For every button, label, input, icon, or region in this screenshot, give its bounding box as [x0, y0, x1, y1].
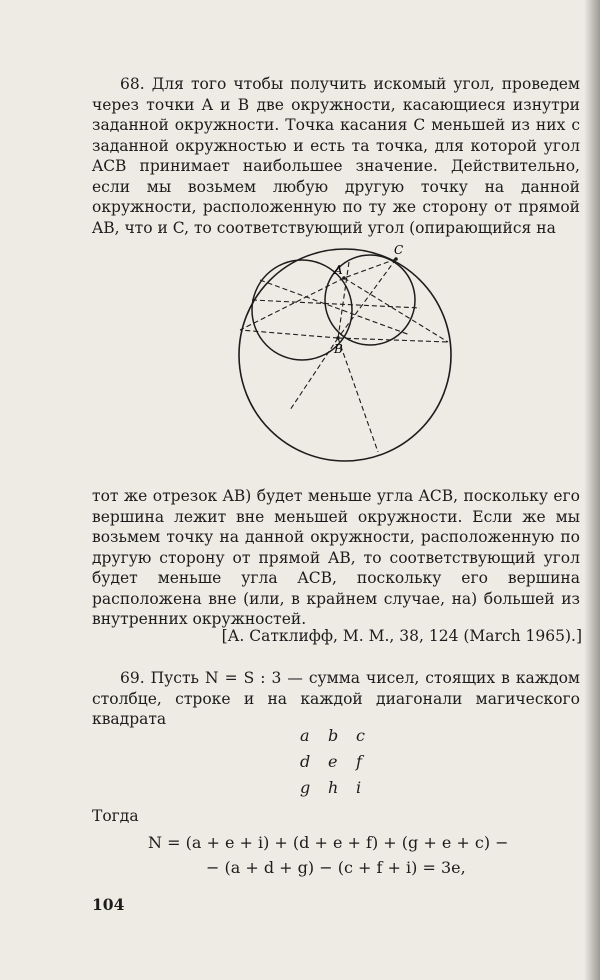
line-chord-3: [290, 338, 338, 410]
outer-circle: [239, 249, 451, 461]
problem-68-continuation: тот же отрезок AB) будет меньше угла ACB, поскольку его вершина лежит вне меньшей окружности. Если же мы возьмем точку на данной окружности, расположенную по другую сторону от прямой AB, то соответствующий угол будет меньше угла ACB, поскольку его вершина расположена вне (или, в крайнем случае, на) большей из внутренних окружностей.: [92, 487, 580, 628]
page-number: 104: [92, 895, 125, 914]
magic-square-row: [300, 752, 384, 778]
matrix-cell: d: [300, 752, 311, 771]
matrix-cell: h: [328, 778, 339, 797]
matrix-cell: a: [300, 726, 310, 745]
problem-69-text: 69. Пусть N = S : 3 — сумма чисел, стоящих в каждом столбце, строке и на каждой диагонали магического квадрата: [92, 669, 580, 728]
magic-square-row: [300, 778, 384, 804]
equation-line-2: − (a + d + g) − (c + f + i) = 3e,: [206, 858, 466, 877]
matrix-cell: e: [328, 752, 338, 771]
geometry-figure: [230, 240, 460, 470]
matrix-cell: i: [356, 778, 362, 797]
point-b: [336, 336, 340, 340]
label-a: A: [334, 263, 343, 277]
label-b: B: [334, 342, 343, 356]
line-b-down: [338, 338, 378, 452]
line-chord-1: [252, 300, 420, 308]
point-a: [342, 276, 346, 280]
reference-citation: [А. Сатклифф, M. M., 38, 124 (March 1965).]: [221, 627, 582, 645]
point-c: [394, 257, 398, 261]
page-edge-shadow: [584, 0, 600, 980]
equation-line-1: N = (a + e + i) + (d + e + f) + (g + e + c) −: [148, 833, 509, 852]
matrix-cell: f: [356, 752, 362, 771]
line-c-b: [338, 259, 396, 338]
matrix-cell: c: [356, 726, 365, 745]
matrix-cell: b: [328, 726, 339, 745]
then-label: Тогда: [92, 807, 139, 825]
magic-square: [300, 726, 384, 804]
problem-68-text: 68. Для того чтобы получить искомый угол, проведем через точки A и B две окружности, касающиеся изнутри заданной окружности. Точка касания C меньшей из них с заданной окружностью и есть та точка, для которой угол ACB принимает наибольшее значение. Действительно, если мы возьмем любую другую точку на данной окружности, расположенную по ту же сторону от прямой AB, что и C, то соответствующий угол (опирающийся на: [92, 75, 580, 237]
line-chord-2: [260, 280, 410, 335]
label-c: C: [394, 243, 404, 257]
line-c-a: [344, 259, 396, 278]
magic-square-row: [300, 726, 384, 752]
line-b-left: [240, 330, 338, 338]
line-a-right: [344, 278, 448, 342]
matrix-cell: g: [300, 778, 311, 797]
